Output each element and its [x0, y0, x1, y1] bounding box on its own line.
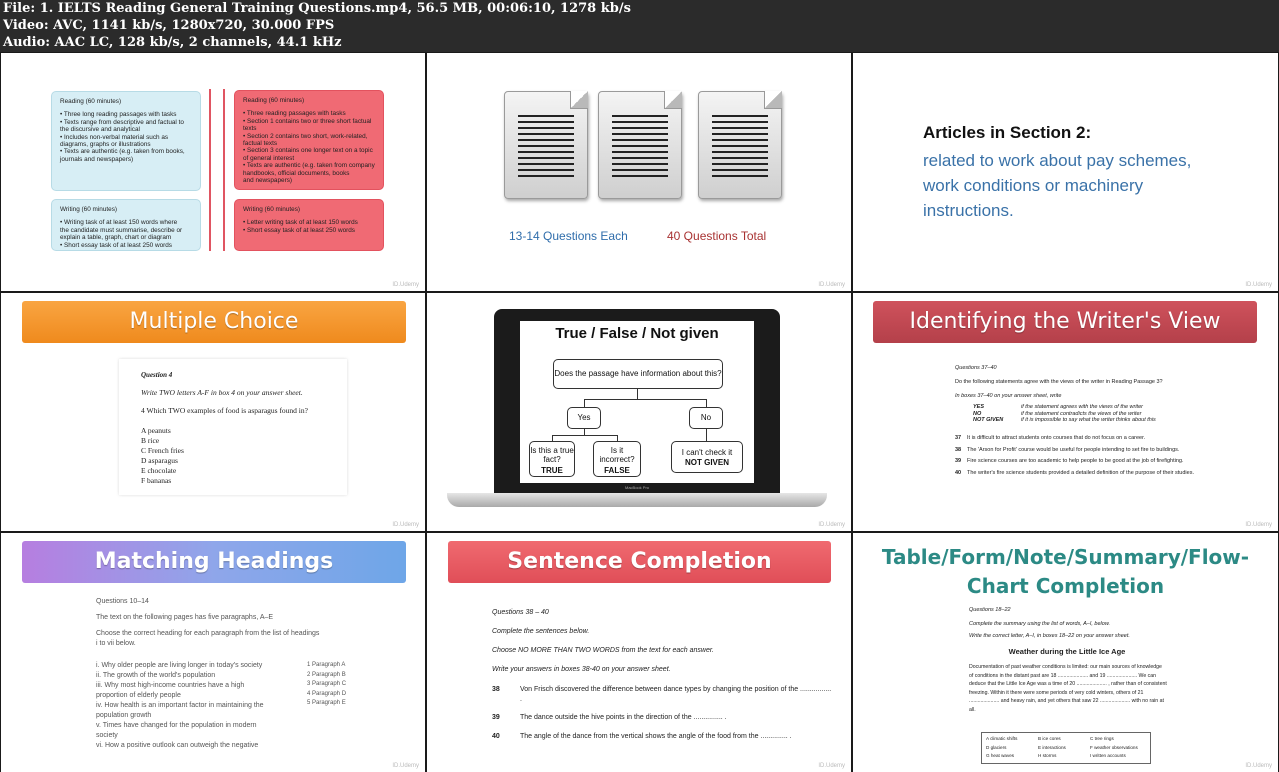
connector: [706, 399, 707, 407]
item-number: 38: [492, 686, 500, 693]
box-line: • Writing task of at least 150 words where: [60, 219, 178, 227]
instruction-text: Choose the correct heading for each paragraph from the list of headings: [96, 630, 320, 637]
option-item: E chocolate: [141, 466, 177, 475]
watermark: ID.Udemy: [818, 522, 845, 528]
academic-reading-box: [51, 91, 201, 191]
laptop-base: [447, 493, 827, 507]
box-title: Writing (60 minutes): [243, 206, 301, 213]
instruction-text: Complete the summary using the list of words, A–I, below.: [969, 621, 1111, 627]
document-icon: [504, 91, 588, 199]
connector: [637, 389, 638, 399]
instruction-text: Choose NO MORE THAN TWO WORDS from the text for each answer.: [492, 647, 714, 654]
box-question: Is this a true fact?: [530, 446, 574, 464]
paragraph-item: 4 Paragraph D: [307, 690, 347, 697]
yes-box: Yes: [567, 407, 601, 429]
thumbnail-9[interactable]: [853, 533, 1278, 772]
key-meaning: if the statement contradicts the views of the writer: [1021, 410, 1142, 417]
box-line: of general interest: [243, 154, 295, 162]
instruction-text: Do the following statements agree with the views of the writer in Reading Passage 3?: [955, 379, 1163, 385]
word-option: I written accounts: [1090, 753, 1126, 759]
file-info-header: [0, 0, 1279, 52]
thumbnail-1[interactable]: [1, 53, 425, 291]
question-range: Questions 38 – 40: [492, 609, 549, 616]
item-text: The 'Arson for Profit' course would be useful for people intending to set fire to buildings.: [967, 446, 1180, 453]
word-option: H storms: [1038, 753, 1057, 759]
key-code: NOT GIVEN: [973, 417, 1004, 423]
answer-keys: [973, 404, 1203, 424]
key-meaning: if it is impossible to say what the writer thinks about this: [1021, 417, 1156, 423]
box-line: • Section 1 contains two or three short factual: [243, 117, 372, 125]
connector: [552, 435, 617, 436]
box-line: texts: [243, 125, 257, 133]
instruction-text: Complete the sentences below.: [492, 628, 590, 635]
box-line: explain a table, graph, chart or diagram: [60, 234, 172, 242]
section-title: Articles in Section 2:: [923, 123, 1092, 142]
item-number: 38: [955, 446, 962, 453]
word-option: C tree rings: [1090, 736, 1114, 741]
not-given-box: [671, 441, 743, 473]
box-line: and newspapers): [243, 177, 293, 185]
watermark: ID.Udemy: [1245, 763, 1272, 769]
thumbnail-2[interactable]: [427, 53, 851, 291]
box-question: I can't check it: [681, 448, 733, 457]
key-code: YES: [973, 404, 985, 410]
box-line: • Section 3 contains one longer text on a topic: [243, 147, 373, 155]
sentence-completion-banner: Sentence Completion: [448, 541, 831, 583]
heading-item: vi. How a positive outlook can outweigh the negative: [96, 742, 259, 749]
box-title: Reading (60 minutes): [243, 97, 305, 104]
thumbnail-4[interactable]: [1, 293, 425, 531]
divider-line: [209, 89, 211, 251]
audio-info-line: Audio: AAC LC, 128 kb/s, 2 channels, 44.1 kHz: [3, 35, 342, 50]
box-line: diagrams, graphs or illustrations: [60, 141, 151, 149]
box-line: the candidate must summarise, describe or: [60, 226, 183, 234]
completion-title: Table/Form/Note/Summary/Flow-Chart Completion: [881, 545, 1250, 598]
question-instruction: Write TWO letters A-F in box 4 on your answer sheet.: [141, 388, 303, 397]
watermark: ID.Udemy: [392, 763, 419, 769]
watermark: ID.Udemy: [818, 763, 845, 769]
item-number: 37: [955, 435, 962, 441]
watermark: ID.Udemy: [1245, 282, 1272, 288]
box-line: • Short essay task of at least 250 words: [60, 241, 172, 249]
academic-writing-box: [51, 199, 201, 251]
box-line: factual texts: [243, 140, 278, 148]
true-label: TRUE: [541, 466, 563, 475]
summary-heading: Weather during the Little Ice Age: [1008, 647, 1126, 656]
matching-headings-banner: Matching Headings: [22, 541, 406, 583]
false-box: [593, 441, 641, 477]
true-box: [529, 441, 575, 477]
box-line: • Three long reading passages with tasks: [60, 111, 177, 119]
multiple-choice-banner: Multiple Choice: [22, 301, 406, 343]
thumbnail-6[interactable]: [853, 293, 1278, 531]
word-option: B ice cores: [1038, 736, 1061, 741]
thumbnail-8[interactable]: [427, 533, 851, 772]
paragraph-list: [307, 661, 346, 709]
word-option: E interactions: [1038, 744, 1066, 750]
item-text: The dance outside the hive points in the direction of the ............... .: [520, 714, 727, 721]
watermark: ID.Udemy: [392, 522, 419, 528]
divider-line: [223, 89, 225, 251]
box-line: • Three reading passages with tasks: [243, 110, 346, 118]
option-item: D asparagus: [141, 456, 178, 465]
document-icon: [698, 91, 782, 199]
option-item: F bananas: [141, 476, 172, 485]
instruction-text: Write the correct letter, A–I, in boxes 18–22 on your answer sheet.: [969, 633, 1130, 639]
box-line: • Short essay task of at least 250 words: [243, 226, 355, 234]
box-line: • Texts range from descriptive and factual to: [60, 118, 184, 126]
false-label: FALSE: [604, 466, 630, 475]
box-line: • Letter writing task of at least 150 words: [243, 219, 358, 227]
item-text: The writer's fire science students provided a detailed definition of the purpose of their studies.: [967, 469, 1194, 476]
option-item: B rice: [141, 436, 160, 445]
paragraph-item: 5 Paragraph E: [307, 700, 346, 706]
item-number: 40: [492, 733, 500, 740]
paragraph-item: 2 Paragraph B: [307, 671, 346, 678]
question-number: Question 4: [141, 371, 173, 379]
general-reading-box: [234, 90, 384, 190]
item-text: It is difficult to attract students onto courses that do not focus on a career.: [967, 435, 1146, 441]
flowchart-question-box: Does the passage have information about this?: [553, 359, 723, 389]
word-list-box: [981, 732, 1151, 764]
instruction-text: Write your answers in boxes 38-40 on your answer sheet.: [492, 666, 671, 673]
item-text: Fire science courses are too academic to help people to be good at the job of firefighting.: [967, 458, 1184, 464]
instruction-text: The text on the following pages has five paragraphs, A–E: [96, 614, 274, 621]
heading-item: proportion of elderly people: [96, 692, 181, 699]
summary-text: Documentation of past weather conditions is limited: our main sources of knowledge of conditions in the distant past are 18 ..................... and 19 ..................... We can deduce that the Little Ice Age was a time of 20 ..................... , rather than of consistent freezing. Within it there were some periods of very cold winters, others of 21 ..................... and heavy rain, and yet others that saw 22 ..................... with no rain at all.: [969, 664, 1167, 713]
connector: [584, 399, 585, 407]
watermark: ID.Udemy: [392, 282, 419, 288]
laptop-brand: MacBook Pro: [624, 485, 649, 490]
thumbnail-grid: [0, 52, 1279, 772]
paragraph-item: 3 Paragraph C: [307, 681, 347, 687]
box-line: • Texts are authentic (e.g. taken from books,: [60, 148, 185, 156]
heading-item: society: [96, 732, 118, 739]
word-option: A climatic shifts: [986, 736, 1018, 741]
section-body: related to work about pay schemes, work conditions or machinery instructions.: [923, 151, 1192, 220]
options-list: [141, 426, 184, 486]
box-line: the discursive and analytical: [60, 126, 140, 134]
heading-item: v. Times have changed for the population in modern: [96, 722, 257, 729]
question-text: 4 Which TWO examples of food is asparagus found in?: [141, 406, 308, 415]
flowchart-title: True / False / Not given: [555, 325, 719, 342]
thumbnail-3[interactable]: [853, 53, 1278, 291]
headings-list: [96, 661, 264, 751]
not-given-label: NOT GIVEN: [684, 458, 729, 467]
document-icon: [598, 91, 682, 199]
item-text: The angle of the dance from the vertical shows the angle of the food from the .............. .: [520, 733, 792, 740]
option-item: A peanuts: [141, 426, 171, 435]
heading-item: i. Why older people are living longer in today's society: [96, 662, 263, 669]
question-range: Questions 18–22: [969, 607, 1011, 613]
file-info-line: File: 1. IELTS Reading General Training Questions.mp4, 56.5 MB, 00:06:10, 1278 kb/s: [3, 1, 631, 16]
item-text: Von Frisch discovered the difference between dance types by changing the position of the ................ .: [520, 686, 832, 703]
questions-each-label: 13-14 Questions Each: [509, 229, 628, 243]
item-number: 39: [492, 714, 500, 721]
heading-item: iv. How health is an important factor in maintaining the: [96, 702, 264, 709]
writers-view-banner: Identifying the Writer's View: [873, 301, 1257, 343]
heading-item: iii. Why most high-income countries have a high: [96, 682, 245, 689]
question-range: Questions 37–40: [955, 365, 997, 371]
questions-total-label: 40 Questions Total: [667, 229, 767, 243]
watermark: ID.Udemy: [818, 282, 845, 288]
box-line: • Includes non-verbal material such as: [60, 133, 169, 141]
connector: [584, 399, 706, 400]
question-range: Questions 10–14: [96, 598, 149, 605]
box-line: handbooks, official documents, books: [243, 169, 350, 177]
box-question: Is it incorrect?: [599, 446, 635, 464]
option-item: C French fries: [141, 446, 184, 455]
video-info-line: Video: AVC, 1141 kb/s, 1280x720, 30.000 FPS: [3, 18, 335, 33]
watermark: ID.Udemy: [1245, 522, 1272, 528]
key-code: NO: [973, 410, 982, 417]
paragraph-item: 1 Paragraph A: [307, 662, 346, 668]
key-meaning: if the statement agrees with the views of the writer: [1021, 404, 1143, 410]
connector: [706, 429, 707, 441]
heading-item: population growth: [96, 712, 152, 719]
sentence-list: [492, 685, 832, 742]
box-line: • Section 2 contains two short, work-related,: [243, 132, 368, 140]
thumbnail-5[interactable]: [427, 293, 851, 531]
box-title: Writing (60 minutes): [60, 206, 118, 213]
thumbnail-7[interactable]: [1, 533, 425, 772]
statements-list: [955, 435, 1195, 476]
heading-item: ii. The growth of the world's population: [96, 672, 216, 679]
general-writing-box: [234, 199, 384, 251]
word-option: D glaciers: [986, 744, 1007, 750]
box-line: • Texts are authentic (e.g. taken from company: [243, 162, 375, 170]
no-box: No: [689, 407, 723, 429]
word-option: G heat waves: [986, 753, 1015, 759]
word-option: F weather observations: [1090, 744, 1138, 750]
box-line: journals and newspapers): [60, 155, 134, 163]
item-number: 39: [955, 458, 962, 464]
item-number: 40: [955, 469, 962, 476]
box-title: Reading (60 minutes): [60, 98, 122, 105]
instruction-text: i to vii below.: [96, 640, 136, 647]
instruction-text: In boxes 37–40 on your answer sheet, write: [955, 393, 1062, 399]
